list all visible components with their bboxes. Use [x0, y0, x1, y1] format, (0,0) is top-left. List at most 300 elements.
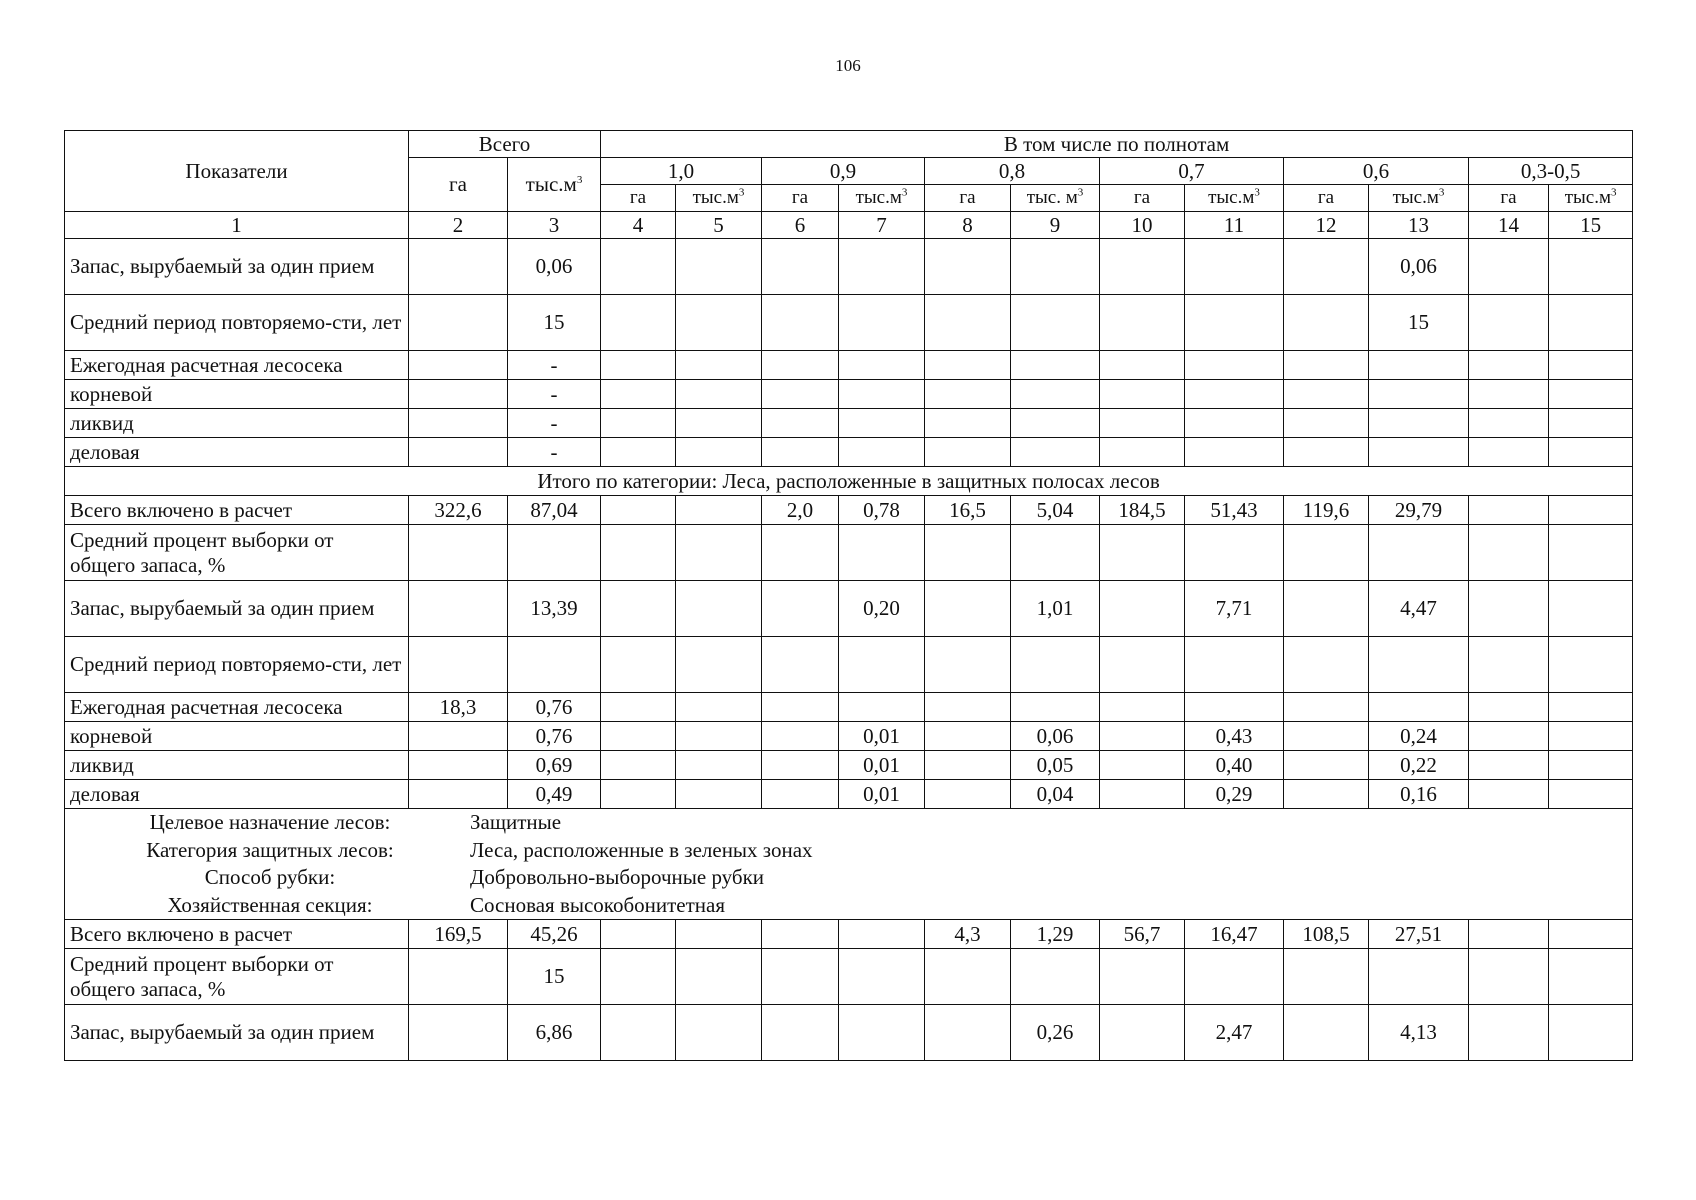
table-cell [925, 581, 1011, 637]
table-cell [839, 351, 925, 380]
table-cell [925, 239, 1011, 295]
column-number: 9 [1011, 212, 1100, 239]
table-row [65, 525, 1633, 581]
table-cell [1549, 920, 1633, 949]
table-cell [409, 295, 508, 351]
table-cell [1011, 637, 1100, 693]
header-total-vol: $тыс.м^3$ [508, 158, 601, 212]
table-cell [1284, 722, 1369, 751]
header-total: Всего [409, 131, 601, 158]
table-cell [1369, 525, 1469, 581]
column-number: 13 [1369, 212, 1469, 239]
table-cell: 29,79 [1369, 496, 1469, 525]
table-cell [1185, 693, 1284, 722]
table-cell: 0,06 [508, 239, 601, 295]
row-label: деловая [65, 438, 409, 467]
table-cell [1469, 438, 1549, 467]
table-cell [601, 409, 676, 438]
table-cell [762, 409, 839, 438]
table-cell [676, 438, 762, 467]
table-cell [925, 722, 1011, 751]
column-number: 7 [839, 212, 925, 239]
table-cell: 0,78 [839, 496, 925, 525]
table-cell: 56,7 [1100, 920, 1185, 949]
table-cell: 51,43 [1185, 496, 1284, 525]
table-cell: 0,76 [508, 693, 601, 722]
table-cell: 4,47 [1369, 581, 1469, 637]
row-label: Средний процент выборки от общего запаса, % [65, 949, 409, 1005]
table-cell [1549, 351, 1633, 380]
table-cell [762, 438, 839, 467]
table-cell [925, 693, 1011, 722]
info-value: Защитные [470, 810, 562, 835]
table-cell [839, 295, 925, 351]
table-cell [409, 239, 508, 295]
row-label: Средний период повторяемо-сти, лет [65, 295, 409, 351]
info-key: Хозяйственная секция: [167, 892, 373, 917]
table-cell [762, 920, 839, 949]
table-cell [1469, 409, 1549, 438]
header-total-ha: га [409, 158, 508, 212]
table-cell [1549, 722, 1633, 751]
table-cell [601, 295, 676, 351]
table-cell [762, 637, 839, 693]
table-row [65, 1005, 1633, 1061]
table-row [65, 380, 1633, 409]
table-cell [839, 525, 925, 581]
table-cell [601, 637, 676, 693]
header-group-0-7: 0,7 [1100, 158, 1284, 185]
header-unit-vol: тыс. $м^3$ [1011, 185, 1100, 212]
header-group-1-0: 1,0 [601, 158, 762, 185]
table-cell [925, 1005, 1011, 1061]
row-label: ликвид [65, 409, 409, 438]
table-cell [1549, 295, 1633, 351]
table-cell [1369, 380, 1469, 409]
row-label: Запас, вырубаемый за один прием [65, 581, 409, 637]
table-cell: 16,47 [1185, 920, 1284, 949]
table-cell [409, 751, 508, 780]
info-line [70, 837, 1627, 865]
info-line [70, 864, 1627, 892]
table-cell: 1,01 [1011, 581, 1100, 637]
table-cell [925, 751, 1011, 780]
table-cell [1284, 438, 1369, 467]
header-group-0-3-0-5: 0,3-0,5 [1469, 158, 1633, 185]
table-cell [1469, 751, 1549, 780]
table-cell: 0,26 [1011, 1005, 1100, 1061]
table-cell [839, 438, 925, 467]
column-number: 14 [1469, 212, 1549, 239]
header-unit-vol: $тыс.м^3$ [839, 185, 925, 212]
table-cell [1549, 780, 1633, 809]
header-row-1 [65, 131, 1633, 158]
table-cell [1469, 295, 1549, 351]
table-cell [1100, 581, 1185, 637]
table-cell [676, 780, 762, 809]
table-cell [1369, 438, 1469, 467]
table-cell [601, 351, 676, 380]
table-cell [1469, 581, 1549, 637]
column-number: 12 [1284, 212, 1369, 239]
table-cell [601, 581, 676, 637]
table-cell [925, 295, 1011, 351]
table-cell [1549, 1005, 1633, 1061]
table-cell [1284, 239, 1369, 295]
table-cell [1100, 780, 1185, 809]
table-cell [1549, 525, 1633, 581]
table-cell [601, 920, 676, 949]
table-cell [1100, 351, 1185, 380]
table-cell: 0,01 [839, 751, 925, 780]
table-cell: 0,04 [1011, 780, 1100, 809]
row-label: корневой [65, 722, 409, 751]
table-cell [1100, 525, 1185, 581]
table-cell [409, 722, 508, 751]
table-cell [1549, 949, 1633, 1005]
table-cell: - [508, 438, 601, 467]
table-cell [1369, 409, 1469, 438]
table-cell [1549, 409, 1633, 438]
table-cell [676, 693, 762, 722]
row-label: корневой [65, 380, 409, 409]
table-cell [1469, 496, 1549, 525]
table-cell [409, 780, 508, 809]
table-row [65, 295, 1633, 351]
table-cell: 0,76 [508, 722, 601, 751]
table-cell [1469, 525, 1549, 581]
table-cell [676, 1005, 762, 1061]
table-cell [762, 239, 839, 295]
table-cell [1284, 1005, 1369, 1061]
table-cell: 119,6 [1284, 496, 1369, 525]
table-cell [1469, 1005, 1549, 1061]
table-cell [1369, 949, 1469, 1005]
table-cell [762, 1005, 839, 1061]
table-cell: 0,06 [1011, 722, 1100, 751]
table-row [65, 438, 1633, 467]
table-cell [601, 722, 676, 751]
table-cell: 1,29 [1011, 920, 1100, 949]
table-cell [676, 581, 762, 637]
table-cell: 108,5 [1284, 920, 1369, 949]
table-cell [1469, 351, 1549, 380]
table-cell [676, 525, 762, 581]
header-unit-vol: $тыс.м^3$ [1369, 185, 1469, 212]
table-cell: 4,13 [1369, 1005, 1469, 1061]
info-value: Добровольно-выборочные рубки [470, 865, 765, 890]
column-number: 15 [1549, 212, 1633, 239]
table-cell [762, 581, 839, 637]
table-cell: 184,5 [1100, 496, 1185, 525]
table-cell: 0,06 [1369, 239, 1469, 295]
table-cell [409, 409, 508, 438]
table-cell [1011, 351, 1100, 380]
header-group-0-9: 0,9 [762, 158, 925, 185]
table-row [65, 751, 1633, 780]
table-cell [925, 780, 1011, 809]
table-cell [1284, 581, 1369, 637]
table-cell: 0,43 [1185, 722, 1284, 751]
table-cell: 322,6 [409, 496, 508, 525]
table-cell: 18,3 [409, 693, 508, 722]
column-number: 11 [1185, 212, 1284, 239]
table-cell [839, 239, 925, 295]
table-cell [925, 380, 1011, 409]
table-cell: 0,69 [508, 751, 601, 780]
table-cell [1185, 637, 1284, 693]
table-cell [676, 722, 762, 751]
table-cell [1549, 581, 1633, 637]
table-cell [676, 295, 762, 351]
table-cell [1369, 693, 1469, 722]
table-cell [601, 239, 676, 295]
table-cell [1100, 409, 1185, 438]
column-number: 2 [409, 212, 508, 239]
info-line [70, 809, 1627, 837]
table-cell [839, 409, 925, 438]
table-cell [839, 920, 925, 949]
info-key: Категория защитных лесов: [146, 837, 394, 862]
table-row [65, 693, 1633, 722]
table-cell [762, 351, 839, 380]
header-unit-ha: га [925, 185, 1011, 212]
table-cell [409, 438, 508, 467]
table-cell [1469, 949, 1549, 1005]
table-cell: 0,49 [508, 780, 601, 809]
table-cell: - [508, 351, 601, 380]
column-number: 3 [508, 212, 601, 239]
table-cell [839, 1005, 925, 1061]
table-cell [409, 380, 508, 409]
table-row [65, 949, 1633, 1005]
table-cell [409, 637, 508, 693]
column-number: 8 [925, 212, 1011, 239]
table-cell: 0,22 [1369, 751, 1469, 780]
table-cell [1469, 239, 1549, 295]
table-cell: 0,29 [1185, 780, 1284, 809]
header-unit-ha: га [762, 185, 839, 212]
table-cell [925, 637, 1011, 693]
table-cell [1284, 351, 1369, 380]
table-cell [1549, 239, 1633, 295]
info-block [65, 809, 1633, 920]
table-cell [1284, 693, 1369, 722]
table-cell [1100, 637, 1185, 693]
column-number: 10 [1100, 212, 1185, 239]
table-cell [1369, 351, 1469, 380]
table-cell [1549, 751, 1633, 780]
table-row [65, 351, 1633, 380]
table-cell [601, 525, 676, 581]
row-label: Запас, вырубаемый за один прием [65, 239, 409, 295]
row-label: Ежегодная расчетная лесосека [65, 693, 409, 722]
table-cell [1100, 295, 1185, 351]
table-cell [1284, 295, 1369, 351]
table-cell: 0,01 [839, 722, 925, 751]
table-cell [1185, 380, 1284, 409]
table-cell: 0,01 [839, 780, 925, 809]
table-row [65, 780, 1633, 809]
table-cell [839, 637, 925, 693]
table-cell [1549, 438, 1633, 467]
table-cell: 169,5 [409, 920, 508, 949]
table-cell [839, 949, 925, 1005]
table-cell [925, 351, 1011, 380]
table-cell [1100, 693, 1185, 722]
section-title: Итого по категории: Леса, расположенные в защитных полосах лесов [65, 467, 1633, 496]
table-cell [676, 409, 762, 438]
table-cell [676, 949, 762, 1005]
table-row [65, 920, 1633, 949]
table-cell [1011, 693, 1100, 722]
table-cell: 13,39 [508, 581, 601, 637]
table-cell [1100, 1005, 1185, 1061]
page-number: 106 [835, 56, 861, 75]
table-cell [601, 1005, 676, 1061]
table-cell [601, 780, 676, 809]
table-cell [1011, 409, 1100, 438]
table-cell [409, 581, 508, 637]
table-cell: 0,20 [839, 581, 925, 637]
table-cell [1284, 525, 1369, 581]
header-indicators: Показатели [65, 131, 409, 212]
table-cell [1185, 525, 1284, 581]
table-row [65, 409, 1633, 438]
table-cell [1011, 525, 1100, 581]
table-cell [1011, 380, 1100, 409]
header-unit-vol: $тыс.м^3$ [676, 185, 762, 212]
column-number: 4 [601, 212, 676, 239]
table-cell [925, 949, 1011, 1005]
table-cell [676, 239, 762, 295]
table-cell [1100, 380, 1185, 409]
table-cell: 45,26 [508, 920, 601, 949]
table-row [65, 581, 1633, 637]
table-row [65, 637, 1633, 693]
table-cell [1185, 239, 1284, 295]
row-label: Средний период повторяемо-сти, лет [65, 637, 409, 693]
table-cell [1011, 949, 1100, 1005]
info-value: Сосновая высокобонитетная [470, 892, 725, 917]
table-cell: 6,86 [508, 1005, 601, 1061]
table-cell [762, 751, 839, 780]
row-label: Запас, вырубаемый за один прием [65, 1005, 409, 1061]
section-row [65, 467, 1633, 496]
table-cell: 5,04 [1011, 496, 1100, 525]
table-cell: 87,04 [508, 496, 601, 525]
table-cell [1185, 438, 1284, 467]
info-key: Целевое назначение лесов: [149, 810, 391, 835]
table-cell [762, 295, 839, 351]
table-cell [1549, 637, 1633, 693]
table-cell [601, 751, 676, 780]
info-value: Леса, расположенные в зеленых зонах [470, 837, 813, 862]
table-cell [1284, 751, 1369, 780]
row-label: Всего включено в расчет [65, 496, 409, 525]
row-label: Всего включено в расчет [65, 920, 409, 949]
header-unit-vol: $тыс.м^3$ [1185, 185, 1284, 212]
header-unit-vol: $тыс.м^3$ [1549, 185, 1633, 212]
table-cell [762, 722, 839, 751]
table-cell [925, 438, 1011, 467]
table-cell [1284, 380, 1369, 409]
table-cell [1100, 722, 1185, 751]
table-cell [1369, 637, 1469, 693]
table-cell [601, 496, 676, 525]
table-cell: 15 [1369, 295, 1469, 351]
table-cell: 15 [508, 295, 601, 351]
table-cell [1011, 438, 1100, 467]
table-cell [1469, 780, 1549, 809]
table-cell [839, 380, 925, 409]
table-cell [1100, 949, 1185, 1005]
table-cell [601, 693, 676, 722]
table-cell [762, 525, 839, 581]
table-cell [508, 525, 601, 581]
table-cell [409, 525, 508, 581]
table-cell [1469, 380, 1549, 409]
table-cell [1469, 920, 1549, 949]
table-cell [1469, 637, 1549, 693]
column-number: 5 [676, 212, 762, 239]
table-cell: 2,0 [762, 496, 839, 525]
header-unit-ha: га [1100, 185, 1185, 212]
table-cell: 0,24 [1369, 722, 1469, 751]
header-by-density: В том числе по полнотам [601, 131, 1633, 158]
column-numbers-row [65, 212, 1633, 239]
info-row [65, 809, 1633, 920]
column-number: 6 [762, 212, 839, 239]
table-cell [1549, 496, 1633, 525]
table-cell [762, 780, 839, 809]
info-key: Способ рубки: [204, 865, 336, 890]
table-cell: 2,47 [1185, 1005, 1284, 1061]
table-cell [1185, 409, 1284, 438]
header-group-0-6: 0,6 [1284, 158, 1469, 185]
table-cell [925, 525, 1011, 581]
table-cell [1549, 380, 1633, 409]
table-cell [601, 438, 676, 467]
table-cell [1284, 780, 1369, 809]
table-cell [1011, 295, 1100, 351]
row-label: Средний процент выборки от общего запаса, % [65, 525, 409, 581]
table-cell: - [508, 409, 601, 438]
row-label: деловая [65, 780, 409, 809]
table-cell [1469, 693, 1549, 722]
table-cell [1549, 693, 1633, 722]
table-cell [1185, 295, 1284, 351]
table-row [65, 496, 1633, 525]
table-cell [1185, 949, 1284, 1005]
table-cell [1284, 949, 1369, 1005]
table-cell [676, 920, 762, 949]
row-label: Ежегодная расчетная лесосека [65, 351, 409, 380]
table-cell [1100, 751, 1185, 780]
table-cell: 4,3 [925, 920, 1011, 949]
table-cell [676, 637, 762, 693]
table-cell [409, 1005, 508, 1061]
table-cell [1469, 722, 1549, 751]
table-row [65, 722, 1633, 751]
table-cell [676, 380, 762, 409]
table-cell [1284, 409, 1369, 438]
header-unit-ha: га [1469, 185, 1549, 212]
table-cell [762, 380, 839, 409]
row-label: ликвид [65, 751, 409, 780]
table-cell [676, 351, 762, 380]
table-cell [676, 496, 762, 525]
